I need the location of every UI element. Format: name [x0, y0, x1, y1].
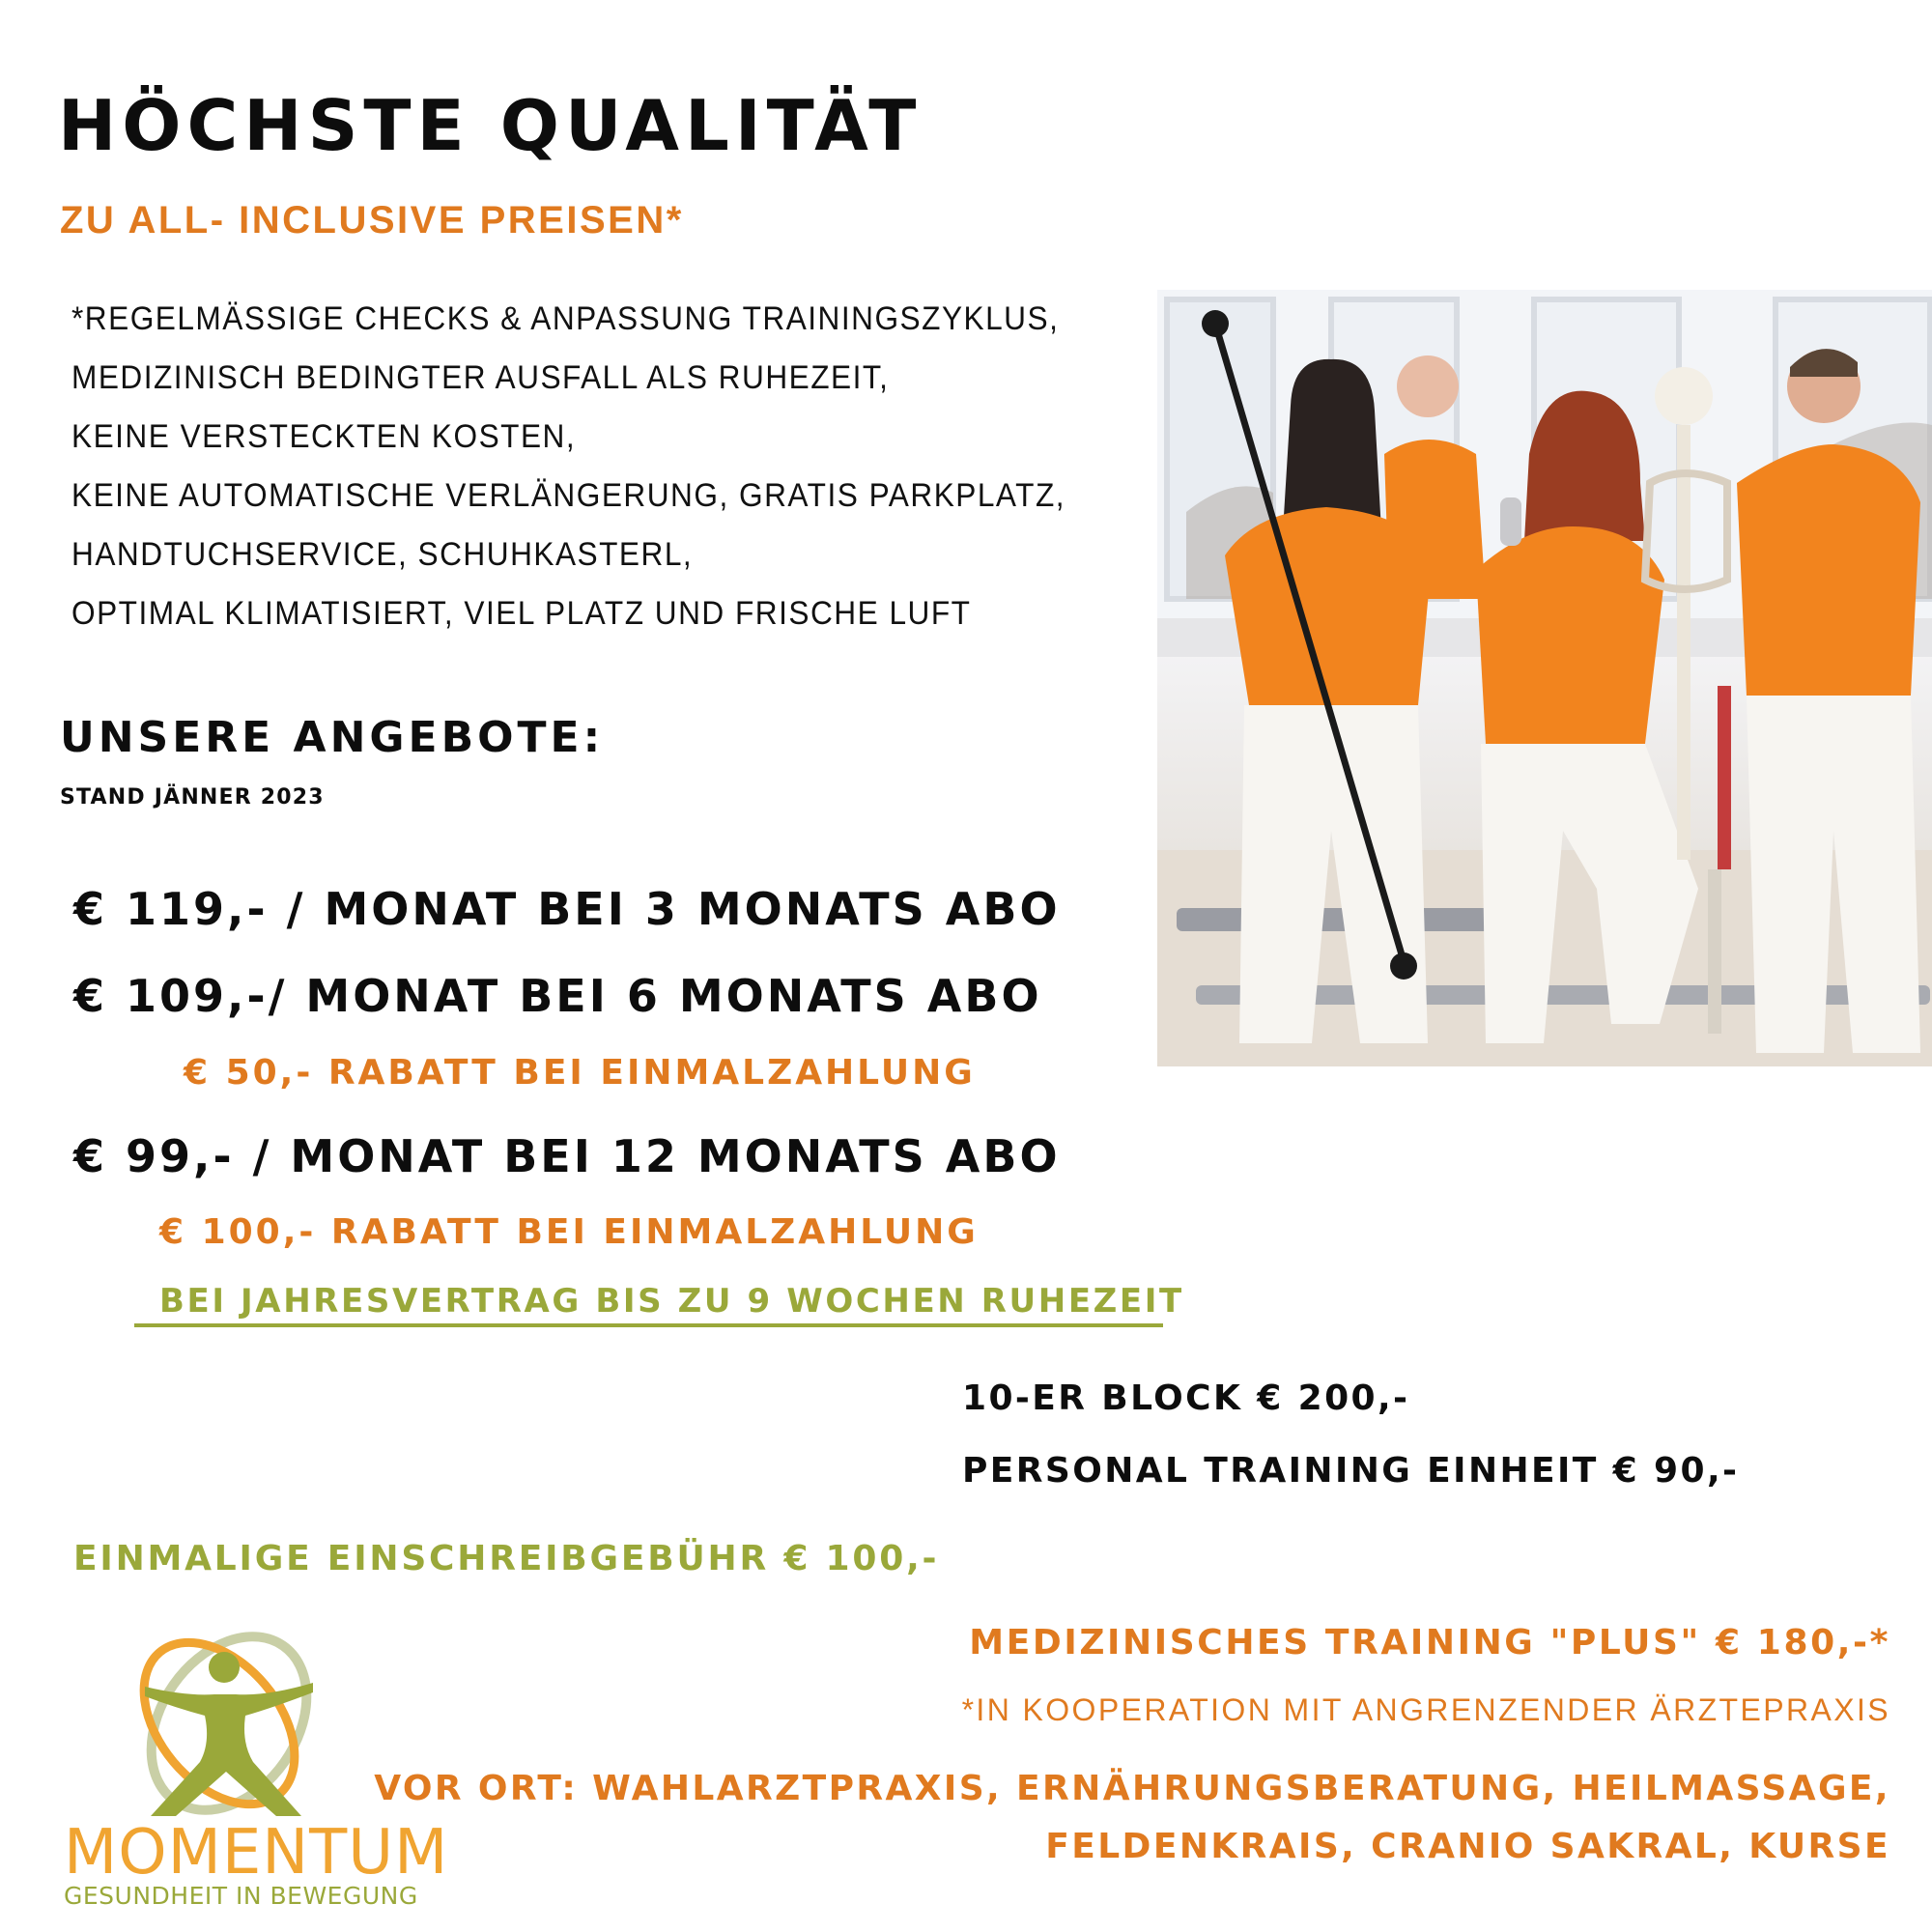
registration-fee: EINMALIGE EINSCHREIBGEBÜHR € 100,-	[73, 1539, 940, 1578]
offers-date: STAND JÄNNER 2023	[60, 785, 325, 810]
medical-training-plus: MEDIZINISCHES TRAINING "PLUS" € 180,-*	[969, 1623, 1890, 1662]
price-6-month: € 109,-/ MONAT BEI 6 MONATS ABO	[73, 970, 1042, 1022]
price-3-month: € 119,- / MONAT BEI 3 MONATS ABO	[73, 883, 1061, 935]
feature-item: KEINE AUTOMATISCHE VERLÄNGERUNG, GRATIS PARKPLATZ,	[71, 477, 1066, 514]
page-title: HÖCHSTE QUALITÄT	[58, 85, 923, 166]
discount-6-month: € 50,- RABATT BEI EINMALZAHLUNG	[184, 1053, 976, 1093]
cooperation-note: *IN KOOPERATION MIT ANGRENZENDER ÄRZTEPRAXIS	[961, 1692, 1890, 1727]
team-photo-illustration	[1157, 290, 1932, 1066]
page-subtitle: ZU ALL- INCLUSIVE PREISEN*	[60, 199, 684, 242]
personal-training-price: PERSONAL TRAINING EINHEIT € 90,-	[962, 1451, 1740, 1491]
features-list	[71, 290, 1141, 643]
momentum-logo	[60, 1627, 449, 1917]
feature-item: MEDIZINISCH BEDINGTER AUSFALL ALS RUHEZEIT,	[71, 359, 890, 396]
feature-item: *REGELMÄSSIGE CHECKS & ANPASSUNG TRAININGSZYKLUS,	[71, 300, 1060, 337]
on-site-services-line1: VOR ORT: WAHLARZTPRAXIS, ERNÄHRUNGSBERATUNG, HEILMASSAGE,	[374, 1769, 1890, 1808]
feature-item: OPTIMAL KLIMATISIERT, VIEL PLATZ UND FRISCHE LUFT	[71, 595, 972, 632]
on-site-services-line2: FELDENKRAIS, CRANIO SAKRAL, KURSE	[1045, 1827, 1890, 1866]
logo-figure-icon	[60, 1627, 388, 1820]
feature-item: KEINE VERSTECKTEN KOSTEN,	[71, 418, 577, 455]
ruhezeit-note: BEI JAHRESVERTRAG BIS ZU 9 WOCHEN RUHEZEIT	[134, 1285, 1163, 1327]
logo-tagline: GESUNDHEIT IN BEWEGUNG	[64, 1882, 418, 1910]
offers-heading: UNSERE ANGEBOTE:	[60, 713, 605, 762]
discount-12-month: € 100,- RABATT BEI EINMALZAHLUNG	[159, 1212, 979, 1252]
team-photo	[1157, 290, 1932, 1066]
feature-item: HANDTUCHSERVICE, SCHUHKASTERL,	[71, 536, 694, 573]
ten-block-price: 10-ER BLOCK € 200,-	[962, 1378, 1410, 1418]
price-12-month: € 99,- / MONAT BEI 12 MONATS ABO	[73, 1130, 1061, 1182]
logo-wordmark: MOMENTUM	[64, 1817, 449, 1889]
